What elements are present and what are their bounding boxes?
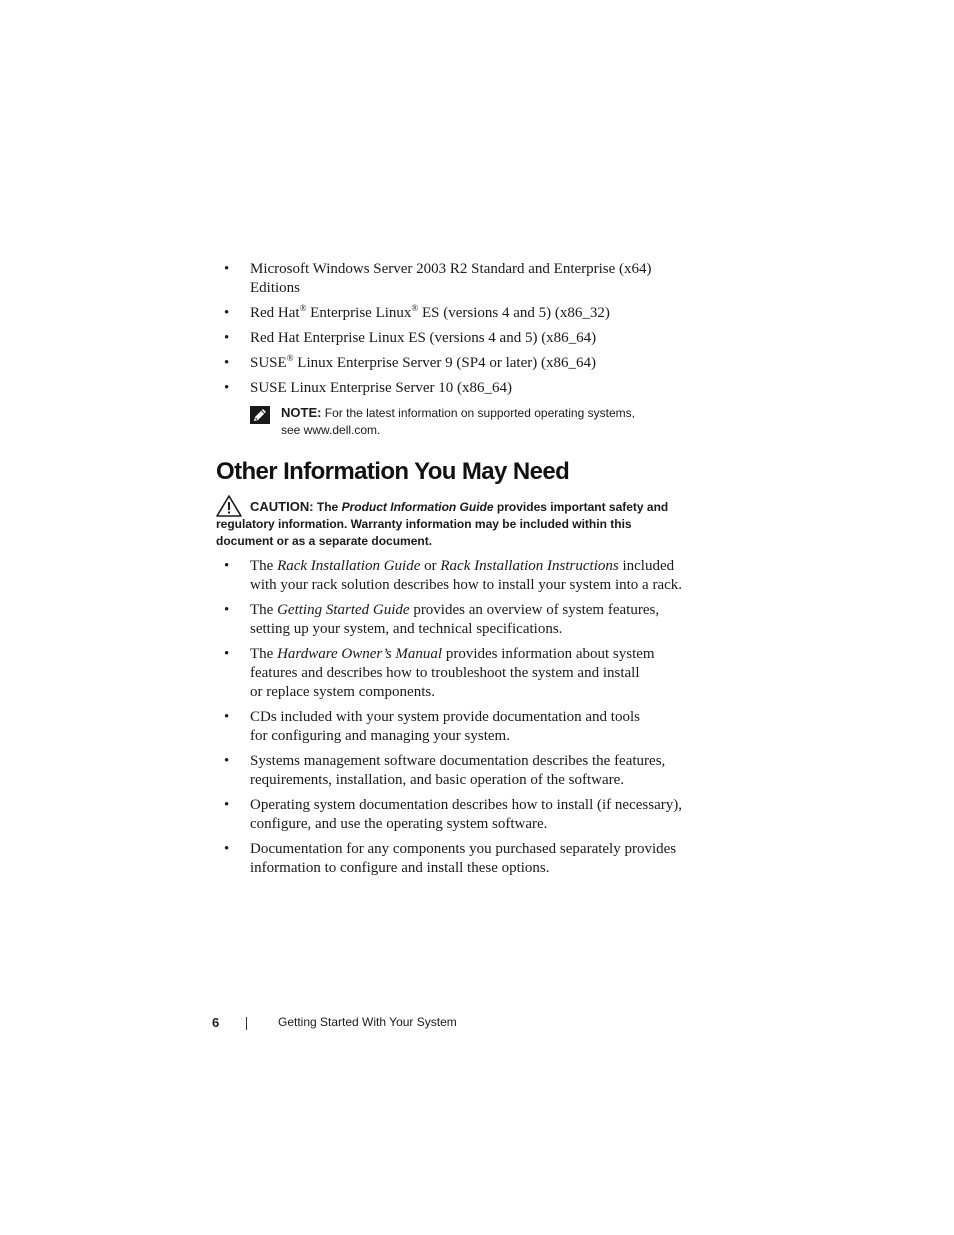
list-item-text: requirements, installation, and basic operation of the software. xyxy=(250,772,625,788)
bullet: • xyxy=(224,380,230,396)
list-item-text: configure, and use the operating system software. xyxy=(250,816,548,832)
list-item-text: Enterprise Linux xyxy=(306,305,412,321)
list-item-text: ES (versions 4 and 5) (x86_32) xyxy=(418,305,610,321)
note-label: NOTE: xyxy=(281,405,322,420)
bullet: • xyxy=(224,797,230,813)
list-item-text: Red Hat xyxy=(250,305,300,321)
caution-text: provides important safety and xyxy=(493,500,669,514)
list-item-text: Microsoft Windows Server 2003 R2 Standard and Enterprise (x64) xyxy=(250,261,652,277)
doc-title: Rack Installation Instructions xyxy=(440,558,619,574)
page-number: 6 xyxy=(212,1015,220,1030)
list-item xyxy=(216,601,706,639)
bullet: • xyxy=(224,753,230,769)
list-item xyxy=(216,557,706,595)
list-item-text: Systems management software documentation describes the features, xyxy=(250,753,666,769)
registered-mark: ® xyxy=(286,353,294,363)
list-item-text: CDs included with your system provide documentation and tools xyxy=(250,709,640,725)
caution-text: The xyxy=(313,500,342,514)
caution-italic: Product Information Guide xyxy=(341,500,494,514)
doc-title: Rack Installation Guide xyxy=(277,558,421,574)
footer-divider xyxy=(246,1017,247,1030)
list-item-text: Editions xyxy=(250,280,301,296)
caution-label: CAUTION: xyxy=(250,499,314,514)
section-heading: Other Information You May Need xyxy=(216,458,570,485)
docs-list xyxy=(216,557,706,878)
caution-block xyxy=(216,498,686,550)
note-text: For the latest information on supported operating systems, xyxy=(321,406,635,420)
list-item xyxy=(216,354,706,373)
list-item-text: Linux Enterprise Server 9 (SP4 or later) (x86_64) xyxy=(293,355,596,371)
list-item xyxy=(216,752,706,790)
bullet: • xyxy=(224,305,230,321)
list-item-text: The xyxy=(250,558,278,574)
list-item-text: setting up your system, and technical specifications. xyxy=(250,621,563,637)
pencil-note-icon xyxy=(250,406,270,424)
list-item-text: features and describes how to troubleshoot the system and install xyxy=(250,665,640,681)
bullet: • xyxy=(224,709,230,725)
bullet: • xyxy=(224,558,230,574)
list-item xyxy=(216,796,706,834)
list-item xyxy=(216,304,706,323)
list-item-text: Red Hat Enterprise Linux ES (versions 4 and 5) (x86_64) xyxy=(250,330,597,346)
bullet: • xyxy=(224,330,230,346)
doc-title: Hardware Owner’s Manual xyxy=(277,646,443,662)
list-item-text: or replace system components. xyxy=(250,684,435,700)
note-block xyxy=(250,404,670,439)
caution-text: regulatory information. Warranty information may be included within this xyxy=(216,517,632,531)
caution-text: document or as a separate document. xyxy=(216,534,433,548)
list-item-text: The xyxy=(250,602,278,618)
doc-title: Getting Started Guide xyxy=(277,602,410,618)
os-list xyxy=(216,260,706,398)
note-text: see www.dell.com. xyxy=(281,423,381,437)
list-item-text: information to configure and install these options. xyxy=(250,860,550,876)
list-item-text: The xyxy=(250,646,278,662)
list-item-text: Operating system documentation describes how to install (if necessary), xyxy=(250,797,682,813)
list-item xyxy=(216,645,706,702)
list-item-text: for configuring and managing your system. xyxy=(250,728,510,744)
bullet: • xyxy=(224,261,230,277)
registered-mark: ® xyxy=(299,303,307,313)
list-item-text: SUSE xyxy=(250,355,287,371)
list-item-text: SUSE Linux Enterprise Server 10 (x86_64) xyxy=(250,380,513,396)
bullet: • xyxy=(224,841,230,857)
list-item xyxy=(216,260,706,298)
list-item xyxy=(216,708,706,746)
list-item-text: or xyxy=(420,558,441,574)
warning-triangle-icon xyxy=(216,495,242,517)
list-item xyxy=(216,840,706,878)
list-item-text: with your rack solution describes how to install your system into a rack. xyxy=(250,577,683,593)
list-item-text: included xyxy=(618,558,675,574)
list-item-text: Documentation for any components you purchased separately provides xyxy=(250,841,677,857)
list-item xyxy=(216,329,706,348)
bullet: • xyxy=(224,602,230,618)
bullet: • xyxy=(224,355,230,371)
registered-mark: ® xyxy=(411,303,419,313)
footer-title: Getting Started With Your System xyxy=(278,1015,457,1029)
bullet: • xyxy=(224,646,230,662)
list-item xyxy=(216,379,706,398)
list-item-text: provides information about system xyxy=(442,646,655,662)
list-item-text: provides an overview of system features, xyxy=(409,602,660,618)
